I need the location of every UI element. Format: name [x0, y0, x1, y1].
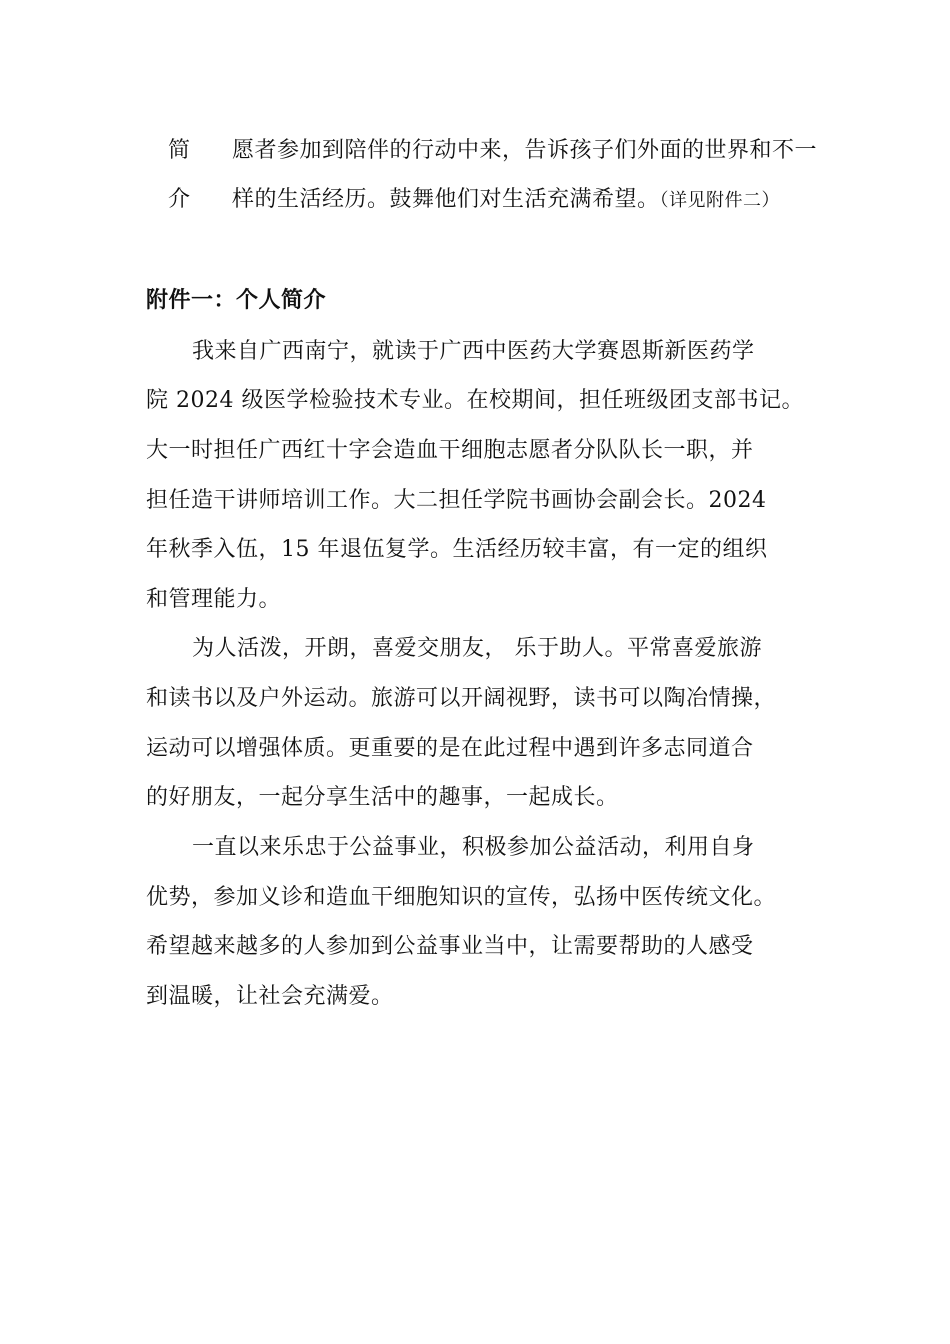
attachment-title: 附件一：个人简介 — [146, 288, 327, 313]
paragraph-2-line: 运动可以增强体质。更重要的是在此过程中遇到许多志同道合 — [146, 736, 754, 761]
intro-line-2-note: （详见附件二） — [659, 190, 781, 211]
paragraph-1-line: 我来自广西南宁，就读于广西中医药大学赛恩斯新医药学 — [192, 339, 755, 364]
intro-line-2-text: 样的生活经历。鼓舞他们对生活充满希望。 — [232, 187, 660, 212]
intro-label-char-1: 简 — [168, 138, 191, 163]
paragraph-3-line: 到温暖，让社会充满爱。 — [146, 984, 394, 1009]
paragraph-1-line: 大一时担任广西红十字会造血干细胞志愿者分队队长一职，并 — [146, 438, 754, 463]
paragraph-3-line: 优势，参加义诊和造血干细胞知识的宣传，弘扬中医传统文化。 — [146, 885, 777, 910]
paragraph-2-line: 的好朋友，一起分享生活中的趣事，一起成长。 — [146, 785, 619, 810]
paragraph-1-line: 院 2024 级医学检验技术专业。在校期间，担任班级团支部书记。 — [146, 388, 804, 413]
paragraph-3-line: 一直以来乐忠于公益事业，积极参加公益活动，利用自身 — [192, 835, 755, 860]
paragraph-1-line: 年秋季入伍，15 年退伍复学。生活经历较丰富，有一定的组织 — [146, 537, 768, 562]
intro-line-1: 愿者参加到陪伴的行动中来，告诉孩子们外面的世界和不一 — [232, 138, 818, 163]
paragraph-1-line: 和管理能力。 — [146, 587, 282, 612]
paragraph-2-line: 为人活泼，开朗，喜爱交朋友， 乐于助人。平常喜爱旅游 — [192, 636, 762, 661]
intro-line-2 — [232, 185, 780, 216]
paragraph-3-line: 希望越来越多的人参加到公益事业当中，让需要帮助的人感受 — [146, 934, 754, 959]
intro-label-char-2: 介 — [168, 187, 191, 212]
paragraph-1-line: 担任造干讲师培训工作。大二担任学院书画协会副会长。2024 — [146, 488, 767, 513]
paragraph-2-line: 和读书以及户外运动。旅游可以开阔视野，读书可以陶冶情操， — [146, 686, 777, 711]
